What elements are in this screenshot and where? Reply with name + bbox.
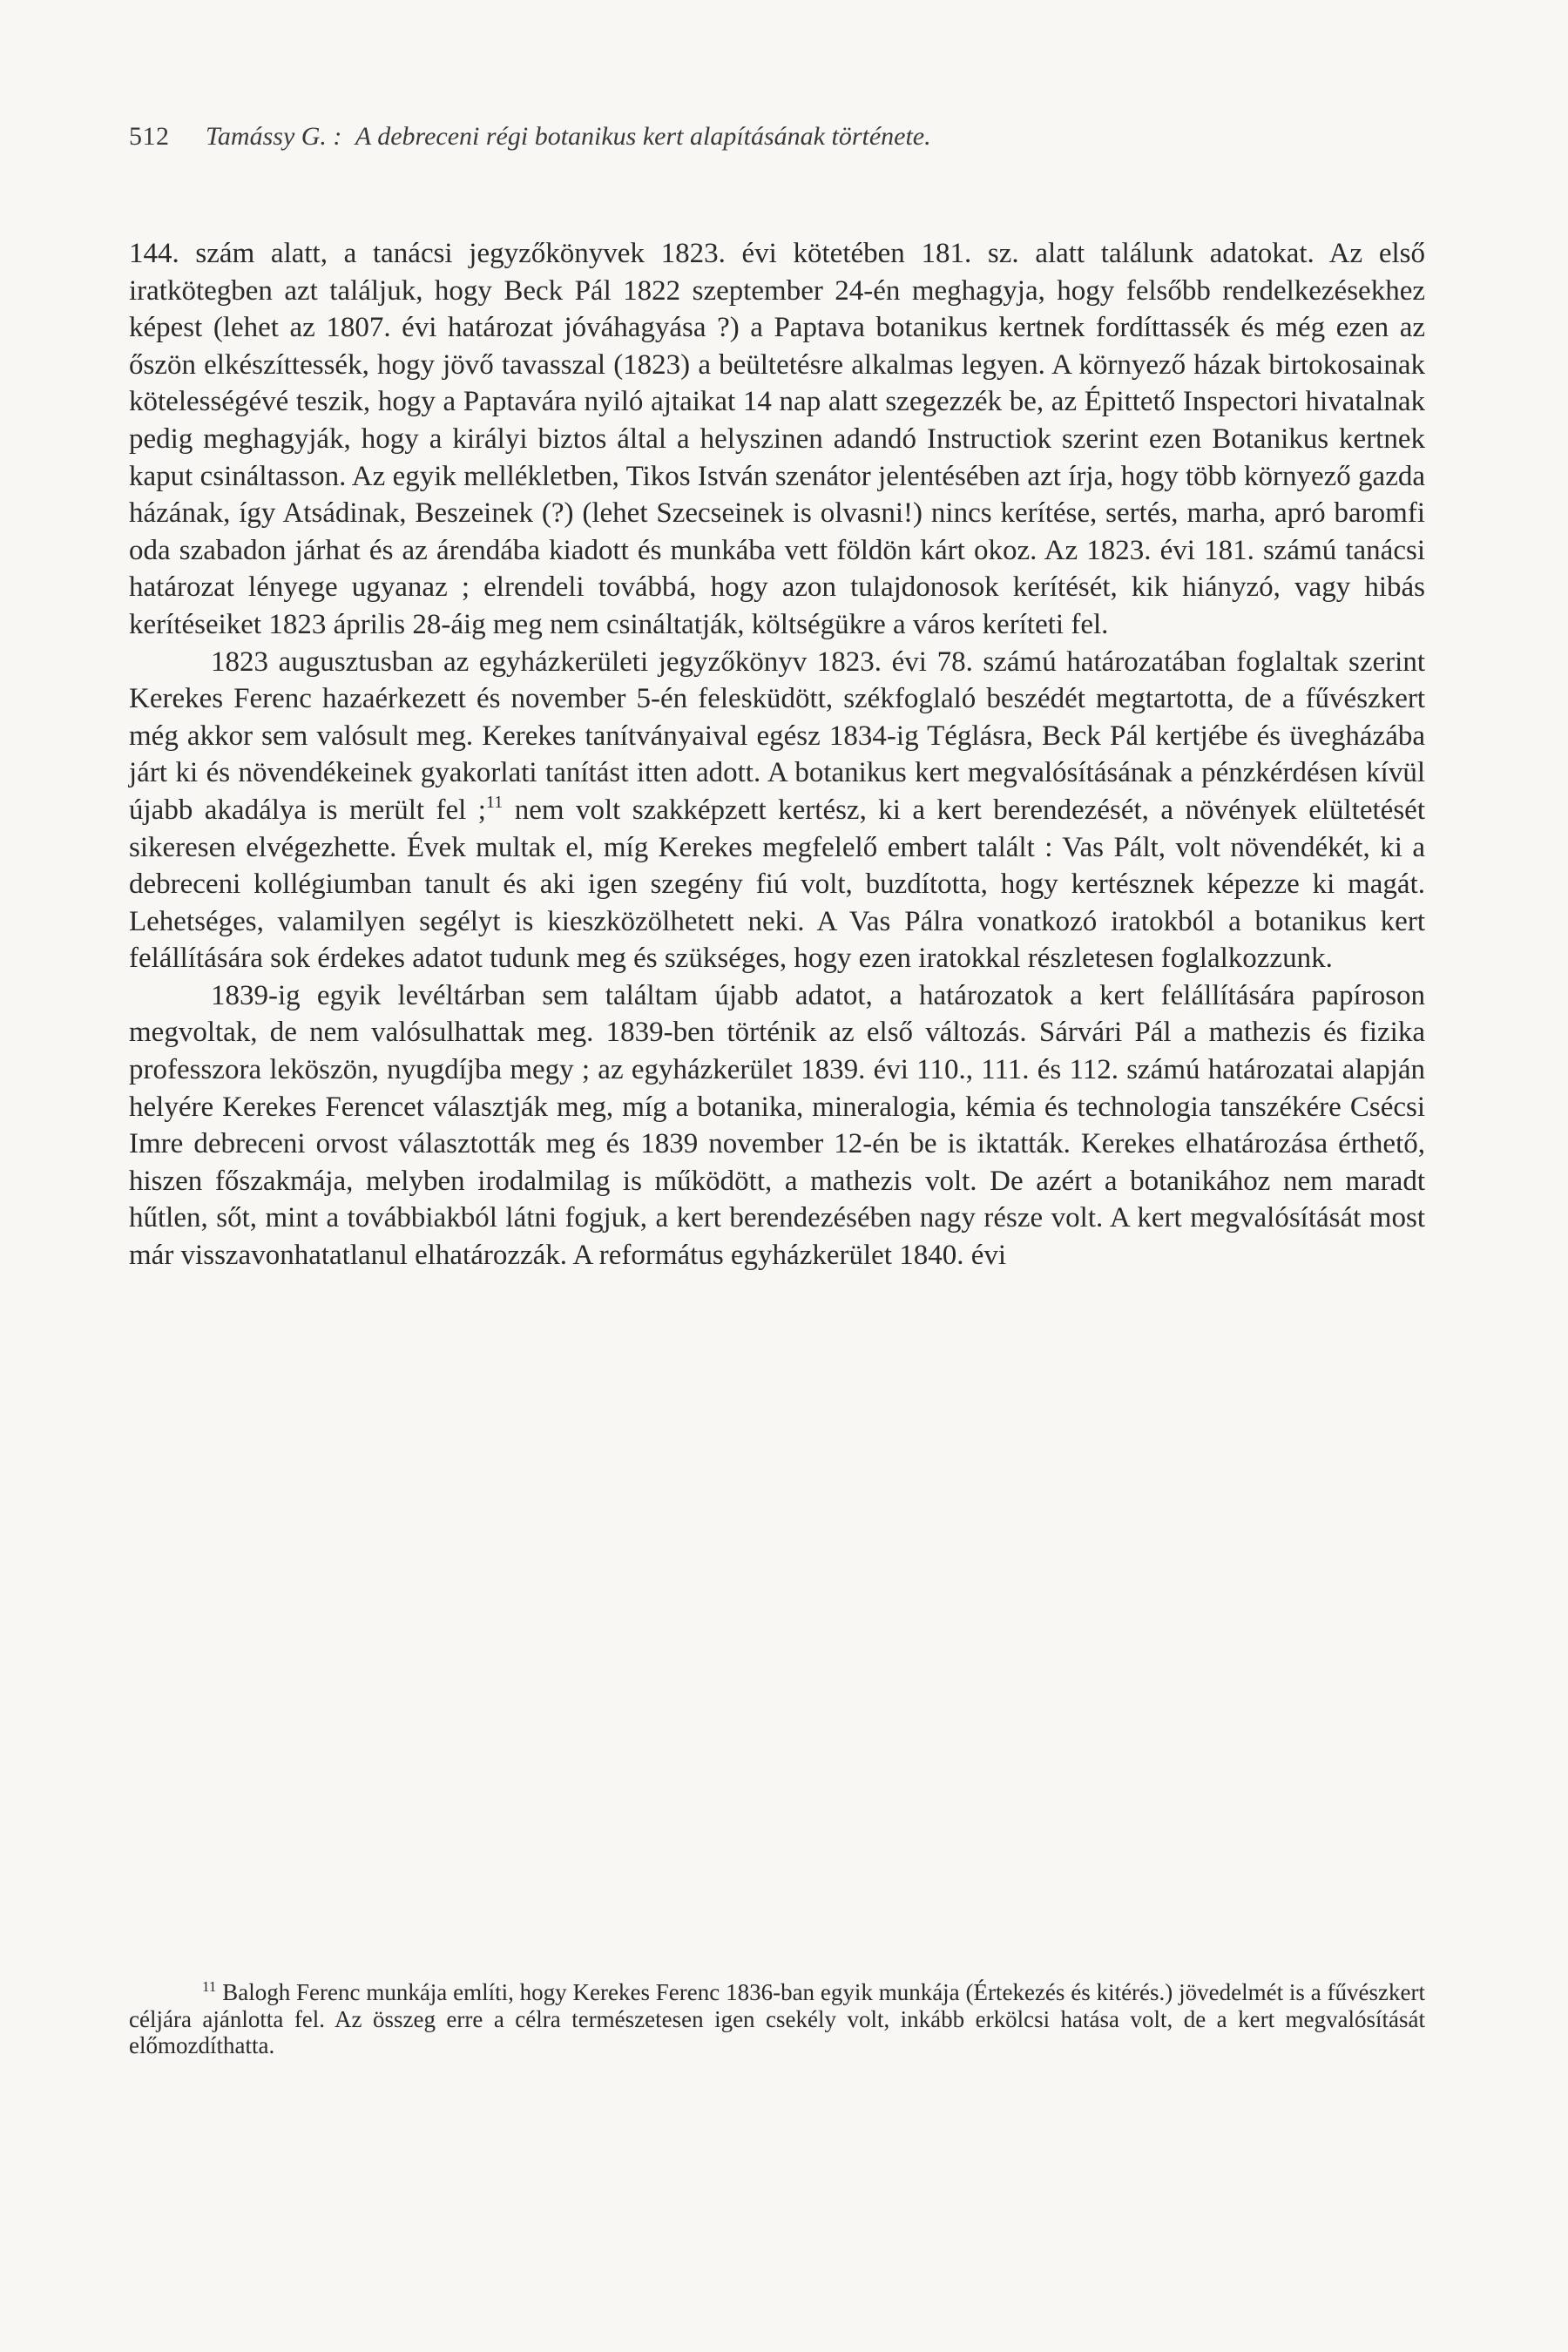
running-head [129,115,1436,159]
footnote-11 [129,1979,1425,2059]
paragraph-2 [129,644,1425,977]
footnote-text: Balogh Ferenc munkája említi, hogy Kerekes Ferenc 1836-ban egyik munkája (Értekezés és kitérés.) jövedelmét is a fűvészkert céljára ajánlotta fel. Az összeg erre a célra természetesen igen csekély volt, inkább erkölcsi hatása volt, de a kert megvalósítását előmozdíthatta. [129,1979,1425,2058]
paragraph-2-text-after-note: nem volt szakképzett kertész, ki a kert berendezését, a növények elültetését sikeresen elvégezhette. Évek multak el, míg Kerekes megfelelő embert talált : Vas Pált, volt növendékét, ki a debreceni kollégiumban tanult és aki igen szegény fiú volt, buzdította, hogy kertésznek képezze ki magát. Lehetséges, valamilyen segélyt is kieszközölhetett neki. A Vas Pálra vonatkozó iratokból a botanikus kert felállítására sok érdekes adatot tudunk meg és szükséges, hogy ezen iratokkal részletesen foglalkozzunk. [129,794,1425,975]
paragraph-1: 144. szám alatt, a tanácsi jegyzőkönyvek 1823. évi kötetében 181. sz. alatt találunk adatokat. Az első iratkötegben azt találjuk, hogy Beck Pál 1822 szeptember 24-én meghagyja, hogy felsőbb rendelkezésekhez képest (lehet az 1807. évi határozat jóváhagyása ?) a Paptava botanikus kertnek fordíttassék és még ezen az őszön elkészíttessék, hogy jövő tavasszal (1823) a beültetésre alkalmas legyen. A környező házak birtokosainak kötelességévé teszik, hogy a Paptavára nyiló ajtaikat 14 nap alatt szegezzék be, az Épittető Inspectori hivatalnak pedig meghagyják, hogy a királyi biztos által a helyszinen adandó Instructiok szerint ezen Botanikus kertnek kaput csináltasson. Az egyik mellékletben, Tikos István szenátor jelentésében azt írja, hogy több környező gazda házának, így Atsádinak, Beszeinek (?) (lehet Szecseinek is olvasni!) nincs kerítése, sertés, marha, apró baromfi oda szabadon járhat és az árendába kiadott és munkába vett földön kárt okoz. Az 1823. évi 181. számú tanácsi határozat lényege ugyanaz ; elrendeli továbbá, hogy azon tulajdonosok kerítését, kik hiányzó, vagy hibás kerítéseiket 1823 április 28-áig meg nem csináltatják, költségükre a város keríteti fel. [129,238,1425,640]
main-text [129,235,1425,1274]
header-author: Tamássy G. : [206,122,342,151]
paragraph-3: 1839-ig egyik levéltárban sem találtam újabb adatot, a határozatok a kert felállítására papíroson megvoltak, de nem valósulhattak meg. 1839-ben történik az első változás. Sárvári Pál a mathezis és fizika professzora leköszön, nyugdíjba megy ; az egyházkerület 1839. évi 110., 111. és 112. számú határozatai alapján helyére Kerekes Ferencet választják meg, míg a botanika, mineralogia, kémia és technologia tanszékére Csécsi Imre debreceni orvost választották meg és 1839 november 12-én be is iktatták. Kerekes elhatározása érthető, hiszen főszakmája, melyben irodalmilag is működött, a mathezis volt. De azért a botanikához nem maradt hűtlen, sőt, mint a továbbiakból látni fogjuk, a kert berendezésében nagy része volt. A kert megvalósítását most már visszavonhatatlanul elhatározzák. A református egyházkerület 1840. évi [129,979,1425,1272]
footnote-mark: 11 [202,1978,217,1995]
paragraph-2-text-before-note: 1823 augusztusban az egyházkerületi jegyzőkönyv 1823. évi 78. számú határozatában foglaltak szerint Kerekes Ferenc hazaérkezett és november 5-én felesküdött, székfoglaló beszédét megtartotta, de a fűvészkert még akkor sem valósult meg. Kerekes tanítványaival egész 1834-ig Téglásra, Beck Pál kertjébe és üvegházába járt ki és növendékeinek gyakorlati tanítást itten adott. A botanikus kert megvalósításának a pénzkérdésen kívül újabb akadálya is merült fel ; [129,645,1425,826]
footnotes [129,1979,1425,2059]
footnote-reference-11: 11 [485,792,504,812]
header-title: A debreceni régi botanikus kert alapításának története. [355,122,931,151]
page-number: 512 [129,122,170,151]
